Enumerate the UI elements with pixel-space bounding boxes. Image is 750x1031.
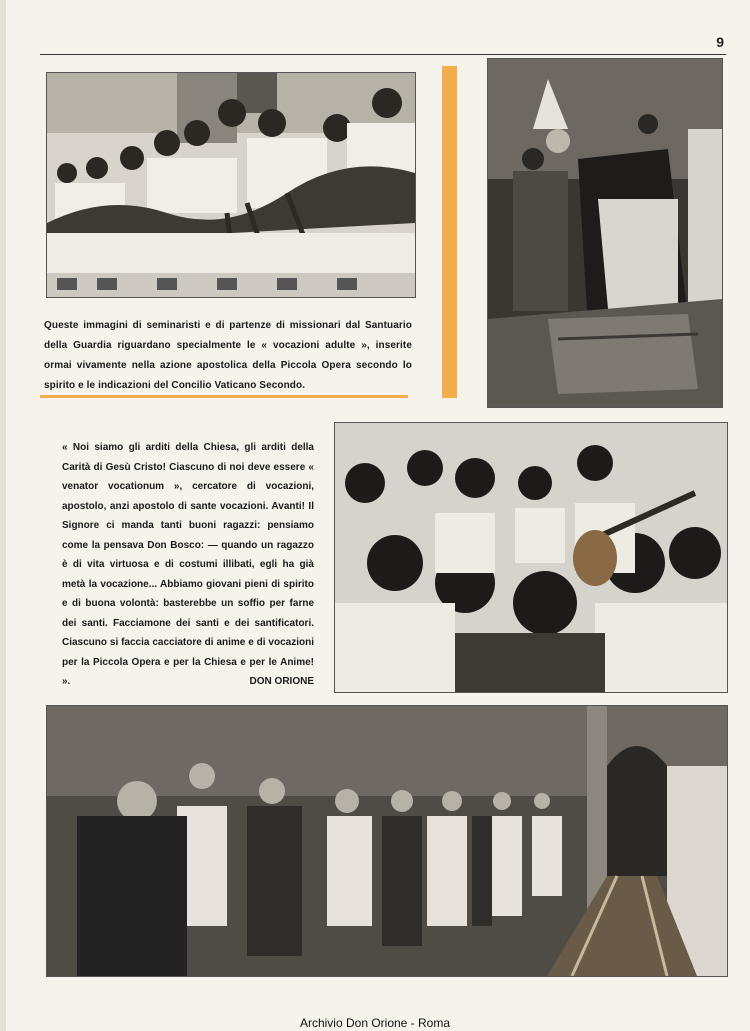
archive-footer: Archivio Don Orione - Roma xyxy=(299,1016,451,1030)
header-rule xyxy=(40,54,726,55)
photo-church-procession xyxy=(46,705,728,977)
quote-signature: DON ORIONE xyxy=(249,676,314,687)
accent-bar-vertical xyxy=(442,66,457,398)
quote-block xyxy=(62,438,314,692)
page-edge xyxy=(0,0,6,1031)
photo-bishop-blessing xyxy=(487,58,723,408)
quote-text: « Noi siamo gli arditi della Chiesa, gli arditi della Carità di Gesù Cristo! Ciascuno di noi deve essere « venator vocationum », cercatore di vocazioni, apostolo, anzi apostolo di sante vocazioni. Avanti! Il Signore ci manda tanti buoni ragazzi: pensiamo come la pensava Don Bosco: — quando un ragazzo è di vita virtuosa e di costumi illibati, egli ha già metà la vocazione... Abbiamo giovani pieni di spirito e di buona volontà: basterebbe un soffio per farne dei santi. Facciamone dei santi e dei santificatori. Ciascuno si faccia cacciatore di anime e di vocazioni per la Piccola Opera e per la Chiesa e per le Anime! ». xyxy=(62,442,314,687)
photo-caption: Queste immagini di seminaristi e di partenze di missionari dal Santuario della Guardia riguardano specialmente le « vocazioni adulte », inserite ormai vivamente nella azione apostolica della Piccola Opera secondo lo spirito e le indicazioni del Concilio Vaticano Secondo. xyxy=(44,320,412,391)
photo-guitar-group xyxy=(334,422,728,693)
accent-rule-horizontal xyxy=(40,395,408,398)
page-number: 9 xyxy=(716,34,724,50)
photo-seminarians xyxy=(46,72,416,298)
